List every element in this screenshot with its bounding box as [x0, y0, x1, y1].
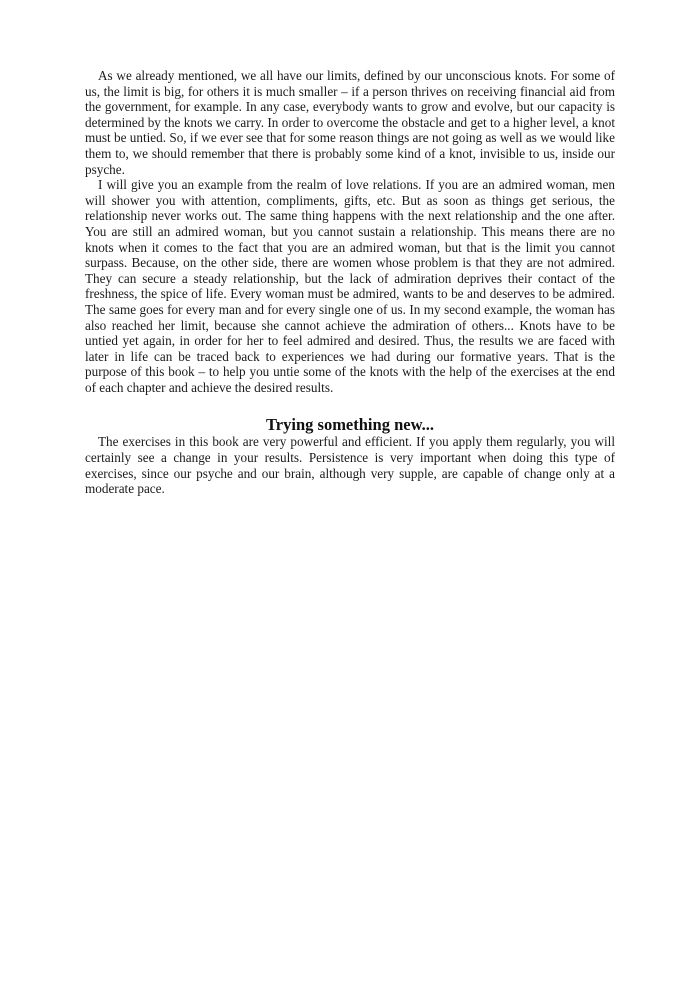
document-page	[85, 68, 615, 497]
body-paragraph-limits: As we already mentioned, we all have our limits, defined by our unconscious knots. For some of us, the limit is big, for others it is much smaller – if a person thrives on receiving financial aid from the government, for example. In any case, everybody wants to grow and evolve, but our capacity is determined by the knots we carry. In order to overcome the obstacle and get to a higher level, a knot must be untied. So, if we ever see that for some reason things are not going as well as we would like them to, we should remember that there is probably some kind of a knot, invisible to us, inside our psyche.	[85, 68, 615, 177]
section-paragraph-exercises: The exercises in this book are very powerful and efficient. If you apply them regularly, you will certainly see a change in your results. Persistence is very important when doing this type of exercises, since our psyche and our brain, although very supple, are capable of change only at a moderate pace.	[85, 434, 615, 497]
section-heading: Trying something new...	[266, 415, 434, 435]
body-paragraph-love-relations: I will give you an example from the realm of love relations. If you are an admired woman, men will shower you with attention, compliments, gifts, etc. But as soon as things get serious, the relationship never works out. The same thing happens with the next relationship and the one after. You are still an admired woman, but you cannot sustain a relationship. This means there are no knots when it comes to the fact that you are an admired woman, but that is the limit you cannot surpass. Because, on the other side, there are women whose problem is that they are not admired. They can secure a steady relationship, but the lack of admiration deprives their contact of the freshness, the spice of life. Every woman must be admired, wants to be and deserves to be admired. The same goes for every man and for every single one of us. In my second example, the woman has also reached her limit, because she cannot achieve the admiration of others... Knots have to be untied yet again, in order for her to feel admired and desired. Thus, the results we are faced with later in life can be traced back to experiences we had during our formative years. That is the purpose of this book – to help you untie some of the knots with the help of the exercises at the end of each chapter and achieve the desired results.	[85, 177, 615, 395]
